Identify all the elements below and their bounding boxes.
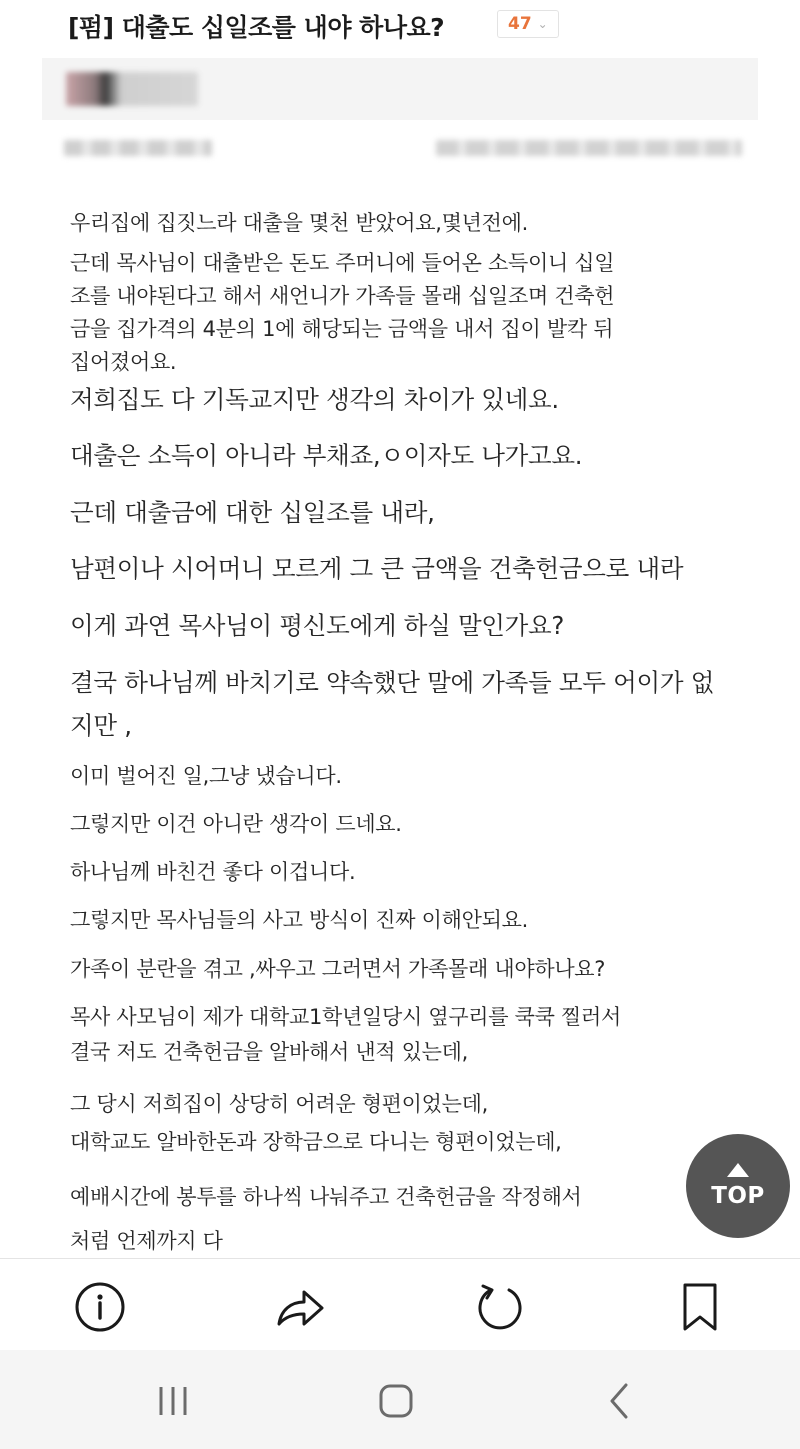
bookmark-icon [673, 1280, 727, 1334]
scroll-to-top-button[interactable] [686, 1134, 790, 1238]
body-line: 목사 사모님이 제가 대학교1학년일당시 옆구리를 쿡쿡 찔러서 [70, 1005, 621, 1029]
post-title: [펌] 대출도 십일조를 내야 하나요? [68, 13, 445, 42]
home-button[interactable] [366, 1374, 426, 1428]
top-button-label: TOP [711, 1183, 765, 1209]
body-line: 이미 벌어진 일,그냥 냈습니다. [70, 764, 342, 788]
back-icon [600, 1381, 640, 1421]
body-line: 가족이 분란을 겪고 ,싸우고 그러면서 가족몰래 내야하나요? [70, 957, 606, 981]
body-line: 남편이나 시어머니 모르게 그 큰 금액을 건축헌금으로 내라 [70, 554, 684, 583]
body-line: 금을 집가격의 4분의 1에 해당되는 금액을 내서 집이 발칵 뒤 [70, 317, 614, 341]
body-line: 그렇지만 목사님들의 사고 방식이 진짜 이해안되요. [70, 908, 528, 932]
system-navigation-bar [0, 1350, 800, 1449]
body-line: 집어졌어요. [70, 350, 177, 374]
body-line: 우리집에 집짓느라 대출을 몇천 받았어요,몇년전에. [70, 211, 528, 235]
author-avatar-blurred [66, 72, 198, 106]
chevron-down-icon: ⌄ [537, 17, 548, 31]
info-icon [73, 1280, 127, 1334]
share-icon [273, 1280, 327, 1334]
back-button[interactable] [590, 1374, 650, 1428]
body-line: 지만 , [70, 711, 132, 740]
refresh-icon [473, 1280, 527, 1334]
bookmark-button[interactable] [670, 1277, 730, 1337]
recent-apps-button[interactable] [143, 1374, 203, 1428]
body-line: 하나님께 바친건 좋다 이겁니다. [70, 860, 356, 884]
body-line: 근데 대출금에 대한 십일조를 내라, [70, 498, 435, 527]
body-line: 처럼 언제까지 다 [70, 1229, 223, 1253]
share-button[interactable] [270, 1277, 330, 1337]
bottom-toolbar [0, 1258, 800, 1350]
body-line: 대출은 소득이 아니라 부채죠,ㅇ이자도 나가고요. [70, 441, 583, 470]
comment-count: 47 [508, 14, 532, 34]
recent-apps-icon [153, 1381, 193, 1421]
post-header [0, 0, 800, 50]
arrow-up-icon [727, 1163, 749, 1177]
body-line: 대학교도 알바한돈과 장학금으로 다니는 형편이었는데, [70, 1130, 562, 1154]
info-button[interactable] [70, 1277, 130, 1337]
post-meta-blurred-left [64, 140, 212, 156]
comment-count-badge[interactable] [497, 10, 559, 38]
body-line: 그 당시 저희집이 상당히 어려운 형편이었는데, [70, 1092, 488, 1116]
body-line: 근데 목사님이 대출받은 돈도 주머니에 들어온 소득이니 십일 [70, 251, 615, 275]
body-line: 이게 과연 목사님이 평신도에게 하실 말인가요? [70, 611, 565, 640]
body-line: 결국 하나님께 바치기로 약속했단 말에 가족들 모두 어이가 없 [70, 668, 715, 697]
refresh-button[interactable] [470, 1277, 530, 1337]
author-info [42, 58, 758, 120]
body-line: 결국 저도 건축헌금을 알바해서 낸적 있는데, [70, 1040, 468, 1064]
body-line: 조를 내야된다고 해서 새언니가 가족들 몰래 십일조며 건축헌 [70, 284, 615, 308]
home-icon [376, 1381, 416, 1421]
body-line: 예배시간에 봉투를 하나씩 나눠주고 건축헌금을 작정해서 [70, 1185, 582, 1209]
post-meta-blurred-right [436, 140, 742, 156]
body-line: 저희집도 다 기독교지만 생각의 차이가 있네요. [70, 385, 559, 414]
body-line: 그렇지만 이건 아니란 생각이 드네요. [70, 812, 402, 836]
